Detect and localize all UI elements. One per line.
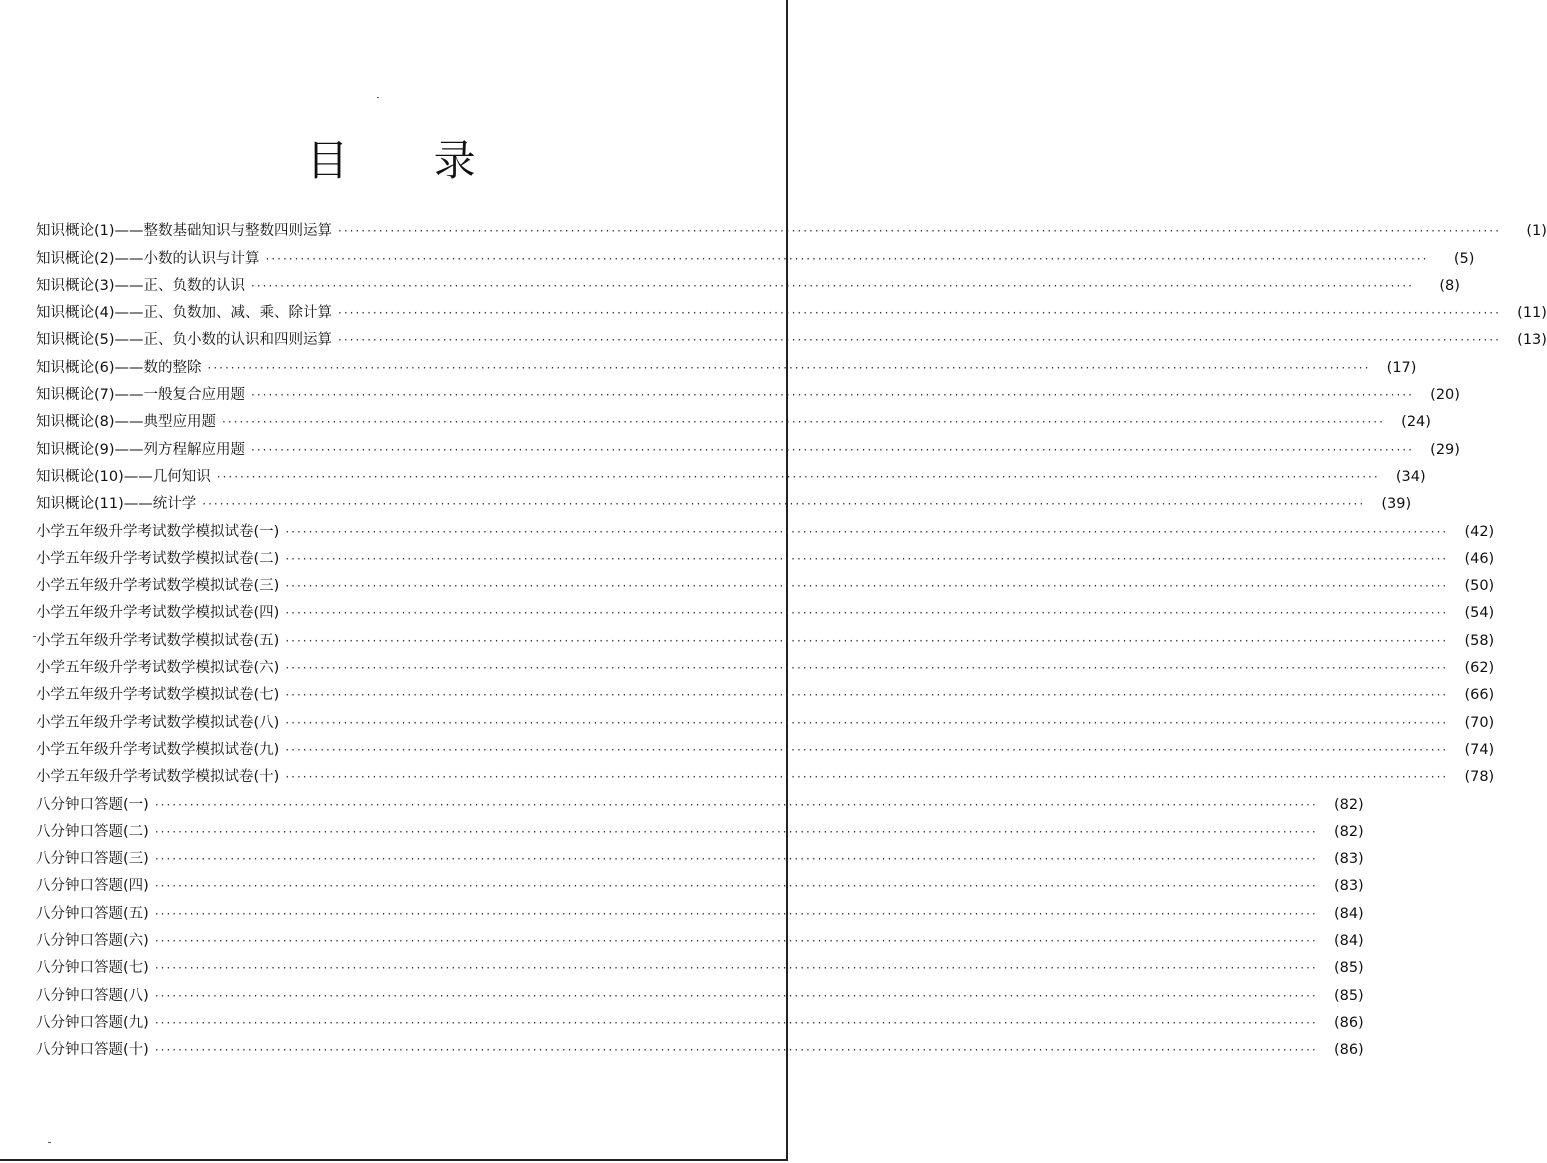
toc-entry[interactable] <box>36 269 1460 296</box>
toc-leader-dots: ········································································································································································································ <box>154 852 1318 867</box>
toc-entry[interactable] <box>36 432 1460 459</box>
toc-entry-label: 小学五年级升学考试数学模拟试卷(五) <box>36 632 280 649</box>
toc-entry[interactable] <box>36 951 1364 978</box>
toc-entry-page: (82) <box>1333 823 1364 840</box>
toc-entry-label: 八分钟口答题(九) <box>36 1014 149 1031</box>
toc-leader-dots: ········································································································································································································ <box>207 360 1371 375</box>
toc-entry[interactable] <box>36 733 1495 760</box>
toc-entry-page: (54) <box>1464 605 1495 622</box>
toc-entry-label: 八分钟口答题(八) <box>36 987 149 1004</box>
toc-leader-dots: ········································································································································································································ <box>154 879 1318 894</box>
toc-entry[interactable] <box>36 378 1460 405</box>
toc-leader-dots: ········································································································································································································ <box>338 333 1501 348</box>
toc-entry-page: (17) <box>1386 359 1417 376</box>
toc-leader-dots: ········································································································································································································ <box>251 442 1414 457</box>
toc-entry[interactable] <box>36 869 1364 896</box>
toc-leader-dots: ········································································································································································································ <box>251 388 1414 403</box>
toc-entry-page: (78) <box>1464 769 1495 786</box>
toc-entry[interactable] <box>36 787 1364 814</box>
toc-leader-dots: ········································································································································································································ <box>285 606 1449 621</box>
toc-entry-label: 知识概论(1)——整数基础知识与整数四则运算 <box>36 223 333 240</box>
toc-entry[interactable] <box>36 487 1412 514</box>
toc-leader-dots: ········································································································································································································ <box>154 1043 1318 1058</box>
toc-entry-page: (84) <box>1333 905 1364 922</box>
toc-entry[interactable] <box>36 1006 1364 1033</box>
toc-leader-dots: ········································································································································································································ <box>154 906 1318 921</box>
toc-leader-dots: ········································································································································································································ <box>285 551 1449 566</box>
toc-entry[interactable] <box>36 460 1426 487</box>
toc-entry-label: 小学五年级升学考试数学模拟试卷(九) <box>36 741 280 758</box>
toc-entry-label: 小学五年级升学考试数学模拟试卷(二) <box>36 550 280 567</box>
toc-entry-page: (84) <box>1333 933 1364 950</box>
toc-leader-dots: ········································································································································································································ <box>251 278 1414 293</box>
toc-entry[interactable] <box>36 705 1495 732</box>
toc-leader-dots: ········································································································································································································ <box>154 1015 1318 1030</box>
toc-entry-label: 八分钟口答题(一) <box>36 796 149 813</box>
toc-leader-dots: ········································································································································································································ <box>285 742 1449 757</box>
toc-entry-page: (50) <box>1464 578 1495 595</box>
toc-leader-dots: ········································································································································································································ <box>285 688 1449 703</box>
toc-leader-dots: ········································································································································································································ <box>265 251 1429 266</box>
toc-entry[interactable] <box>36 214 1547 241</box>
toc-entry-page: (83) <box>1333 878 1364 895</box>
toc-entry[interactable] <box>36 241 1475 268</box>
toc-entry-label: 知识概论(7)——一般复合应用题 <box>36 387 246 404</box>
toc-entry-page: (85) <box>1333 960 1364 977</box>
toc-entry[interactable] <box>36 651 1495 678</box>
toc-entry-page: (13) <box>1517 332 1547 349</box>
toc-entry[interactable] <box>36 623 1495 650</box>
toc-entry-label: 小学五年级升学考试数学模拟试卷(十) <box>36 769 280 786</box>
toc-entry-label: 知识概论(2)——小数的认识与计算 <box>36 250 260 267</box>
toc-entry[interactable] <box>36 842 1364 869</box>
toc-entry[interactable] <box>36 896 1364 923</box>
toc-entry[interactable] <box>36 760 1495 787</box>
toc-entry-page: (62) <box>1464 660 1495 677</box>
toc-entry-label: 八分钟口答题(十) <box>36 1042 149 1059</box>
toc-entry-page: (34) <box>1395 468 1426 485</box>
toc-entry-page: (24) <box>1401 414 1431 431</box>
toc-entry-page: (66) <box>1464 687 1495 704</box>
toc-entry-page: (5) <box>1453 250 1475 267</box>
toc-entry[interactable] <box>36 978 1364 1005</box>
toc-entry-label: 八分钟口答题(四) <box>36 878 149 895</box>
toc-entry-label: 小学五年级升学考试数学模拟试卷(四) <box>36 605 280 622</box>
toc-leader-dots: ········································································································································································································ <box>154 797 1318 812</box>
toc-leader-dots: ········································································································································································································ <box>154 988 1318 1003</box>
toc-entry[interactable] <box>36 924 1364 951</box>
toc-entry[interactable] <box>36 815 1364 842</box>
toc-entry-label: 小学五年级升学考试数学模拟试卷(六) <box>36 660 280 677</box>
toc-entry[interactable] <box>36 678 1495 705</box>
toc-leader-dots: ········································································································································································································ <box>222 415 1385 430</box>
toc-leader-dots: ········································································································································································································ <box>216 469 1380 484</box>
toc-entry-label: 八分钟口答题(六) <box>36 933 149 950</box>
toc-leader-dots: ········································································································································································································ <box>338 224 1501 239</box>
toc-entry-label: 知识概论(5)——正、负小数的认识和四则运算 <box>36 332 333 349</box>
toc-entry[interactable] <box>36 569 1495 596</box>
toc-leader-dots: ········································································································································································································ <box>285 661 1449 676</box>
toc-entry-page: (58) <box>1464 632 1495 649</box>
toc-entry-page: (86) <box>1333 1014 1364 1031</box>
toc-entry-label: 知识概论(6)——数的整除 <box>36 359 202 376</box>
toc-entry-page: (29) <box>1430 441 1460 458</box>
toc-leader-dots: ········································································································································································································ <box>202 497 1366 512</box>
toc-entry-page: (85) <box>1333 987 1364 1004</box>
toc-entry[interactable] <box>36 350 1417 377</box>
toc-entry-label: 知识概论(4)——正、负数加、减、乘、除计算 <box>36 305 333 322</box>
toc-entry-label: 八分钟口答题(二) <box>36 823 149 840</box>
toc-entry-label: 知识概论(8)——典型应用题 <box>36 414 217 431</box>
table-of-contents <box>36 214 1547 1060</box>
toc-leader-dots: ········································································································································································································ <box>285 579 1449 594</box>
toc-entry-label: 小学五年级升学考试数学模拟试卷(三) <box>36 578 280 595</box>
scan-speck <box>48 1142 51 1143</box>
page-title: 目 录 <box>306 136 512 185</box>
toc-entry[interactable] <box>36 1033 1364 1060</box>
toc-entry[interactable] <box>36 405 1431 432</box>
toc-leader-dots: ········································································································································································································ <box>285 715 1449 730</box>
toc-entry-label: 小学五年级升学考试数学模拟试卷(八) <box>36 714 280 731</box>
toc-leader-dots: ········································································································································································································ <box>338 306 1501 321</box>
toc-entry-label: 八分钟口答题(五) <box>36 905 149 922</box>
toc-leader-dots: ········································································································································································································ <box>154 934 1318 949</box>
scan-speck <box>377 97 379 98</box>
toc-entry-page: (39) <box>1381 496 1412 513</box>
toc-entry[interactable] <box>36 542 1495 569</box>
toc-entry-label: 小学五年级升学考试数学模拟试卷(七) <box>36 687 280 704</box>
toc-entry[interactable] <box>36 596 1495 623</box>
toc-entry-label: 知识概论(11)——统计学 <box>36 496 197 513</box>
toc-entry[interactable] <box>36 296 1547 323</box>
toc-entry-page: (74) <box>1464 741 1495 758</box>
toc-entry-page: (70) <box>1464 714 1495 731</box>
toc-entry-label: 知识概论(9)——列方程解应用题 <box>36 441 246 458</box>
toc-entry-label: 八分钟口答题(三) <box>36 851 149 868</box>
toc-entry-label: 八分钟口答题(七) <box>36 960 149 977</box>
toc-entry-page: (1) <box>1526 223 1547 240</box>
toc-entry-label: 小学五年级升学考试数学模拟试卷(一) <box>36 523 280 540</box>
toc-entry-label: 知识概论(10)——几何知识 <box>36 468 211 485</box>
toc-entry-page: (83) <box>1333 851 1364 868</box>
toc-entry-page: (86) <box>1333 1042 1364 1059</box>
toc-leader-dots: ········································································································································································································ <box>154 824 1318 839</box>
scan-speck <box>33 636 36 637</box>
toc-entry-page: (8) <box>1439 277 1460 294</box>
toc-leader-dots: ········································································································································································································ <box>285 633 1449 648</box>
toc-leader-dots: ········································································································································································································ <box>154 961 1318 976</box>
toc-entry-page: (42) <box>1464 523 1495 540</box>
toc-entry-page: (82) <box>1333 796 1364 813</box>
toc-entry-page: (11) <box>1517 305 1547 322</box>
toc-entry-label: 知识概论(3)——正、负数的认识 <box>36 277 246 294</box>
toc-entry-page: (46) <box>1464 550 1495 567</box>
toc-leader-dots: ········································································································································································································ <box>285 524 1449 539</box>
toc-entry[interactable] <box>36 323 1547 350</box>
toc-leader-dots: ········································································································································································································ <box>285 770 1449 785</box>
toc-entry[interactable] <box>36 514 1495 541</box>
toc-entry-page: (20) <box>1430 387 1460 404</box>
